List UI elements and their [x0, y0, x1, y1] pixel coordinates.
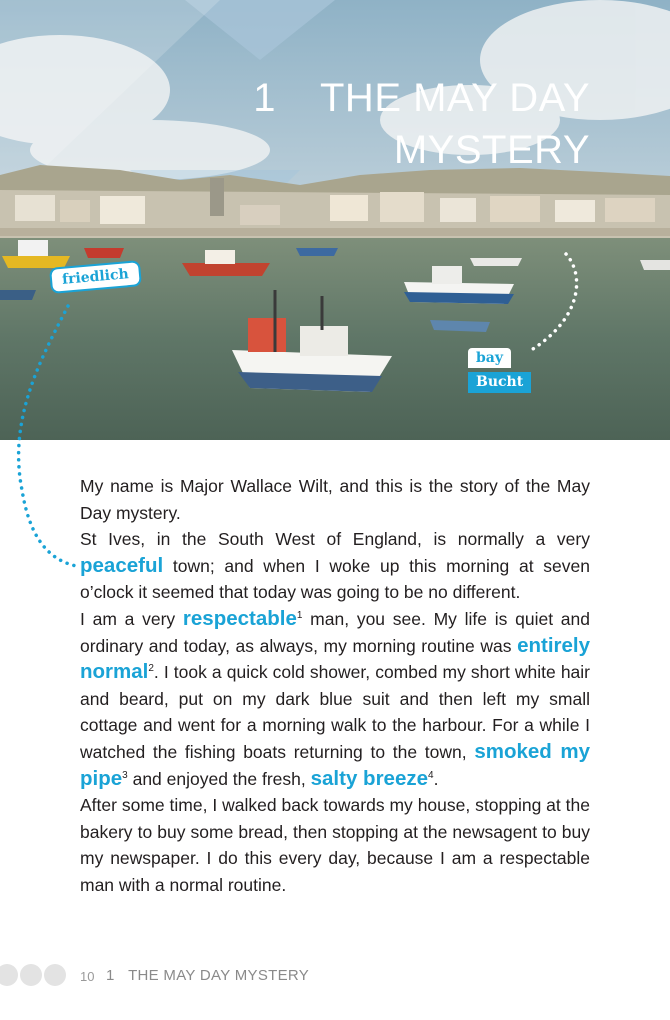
paragraph-2	[80, 526, 590, 606]
text-run: I am a very	[80, 608, 183, 629]
footer-chapter-title: THE MAY DAY MYSTERY	[128, 967, 310, 984]
text-run: and enjoyed the fresh,	[127, 768, 311, 789]
paragraph-1: My name is Major Wallace Wilt, and this is the story of the May Day mystery.	[80, 476, 590, 523]
keyword-salty-breeze: salty breeze	[310, 766, 428, 790]
paragraph-4: After some time, I walked back towards my house, stopping at the bakery to buy some bread, then stopping at the newsagent to buy my newspaper. I do this every day, because I am a respectable man with a normal routine.	[80, 795, 590, 895]
page-number: 10	[80, 969, 95, 984]
text-run: .	[433, 768, 439, 789]
footer-dot	[20, 964, 42, 986]
chapter-title-line1: THE MAY DAY	[320, 76, 590, 120]
text-run: St Ives, in the South West of England, is normally a very	[80, 529, 590, 550]
keyword-entirely-normal: entirely normal	[80, 633, 590, 684]
story-text	[80, 473, 590, 899]
footer-chapter	[106, 967, 309, 984]
keyword-respectable: respectable	[182, 606, 297, 630]
gloss-tag-bay: bay	[468, 348, 511, 368]
chapter-number: 1	[253, 76, 276, 120]
keyword-peaceful: peaceful	[80, 553, 164, 577]
paragraph-3	[80, 606, 590, 792]
keyword-smoked-my-pipe: smoked my pipe	[80, 739, 590, 790]
text-run: town; and when I woke up this morning at seven o’clock it seemed that today was going to be no different.	[80, 555, 590, 603]
footer-dot	[0, 964, 18, 986]
connector-friedlich	[19, 306, 76, 566]
text-run: man, you see. My life is quiet and ordinary and today, as always, my morning routine was	[80, 608, 591, 656]
gloss-tag-bucht: Bucht	[468, 372, 531, 393]
footnote-2: 2	[148, 663, 154, 675]
footer-dot	[44, 964, 66, 986]
page-footer	[0, 958, 670, 994]
connector-bay	[528, 254, 577, 352]
footnote-1: 1	[296, 610, 303, 622]
footer-chapter-number: 1	[106, 967, 115, 984]
text-run: . I took a quick cold shower, combed my short white hair and beard, put on my dark blue suit and then left my small cottage and went for a morning walk to the harbour. For a while I watched the fishing boats returning to the town,	[80, 662, 590, 762]
chapter-title-line2: MYSTERY	[393, 128, 590, 172]
footnote-3: 3	[122, 769, 128, 781]
gloss-tag-friedlich: friedlich	[49, 260, 142, 294]
footnote-4: 4	[428, 769, 434, 781]
